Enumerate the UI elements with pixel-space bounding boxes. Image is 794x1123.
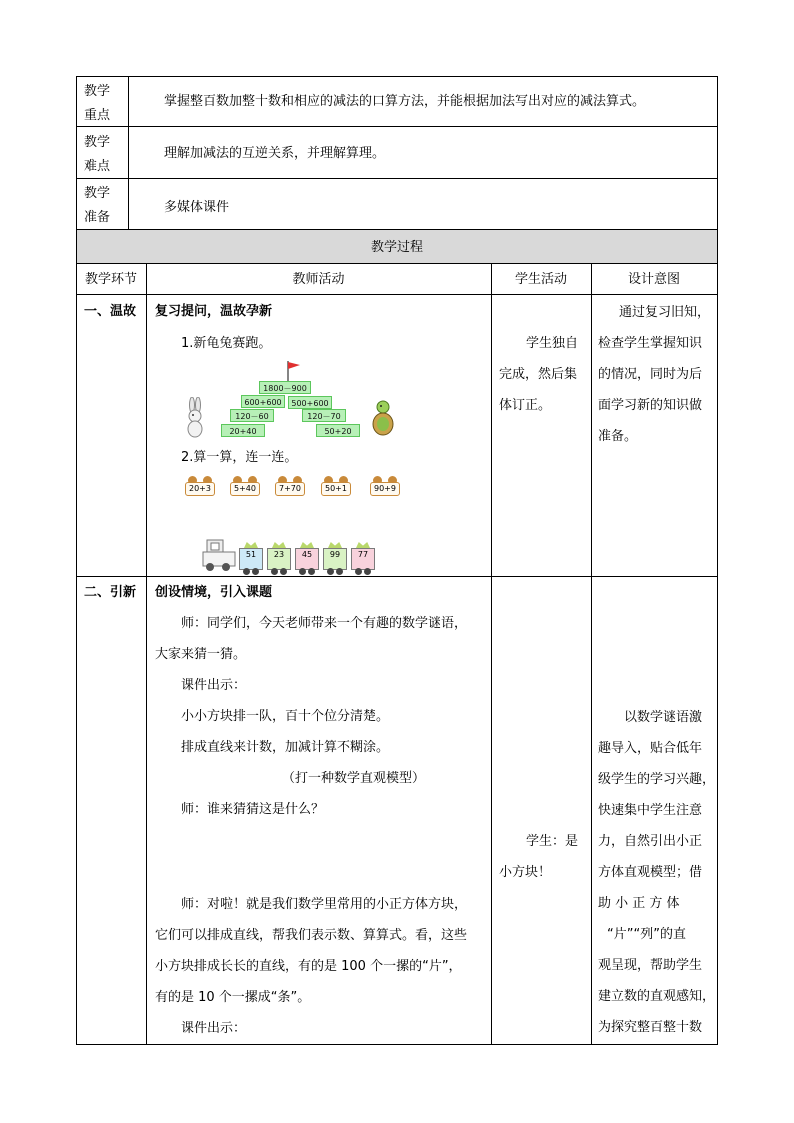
col-header-stage: 教学环节 — [84, 272, 137, 287]
train-car: 99 — [323, 548, 347, 570]
pyramid-brick: 120－60 — [230, 409, 274, 422]
pyramid-brick: 600+600 — [241, 395, 285, 408]
row-content-preparation: 多媒体课件 — [164, 200, 230, 215]
train-car: 51 — [239, 548, 263, 570]
train-car: 77 — [351, 548, 375, 570]
pyramid-brick: 500+600 — [288, 396, 332, 409]
process-title: 教学过程 — [370, 240, 423, 255]
section1-item2: 2.算一算，连一连。 — [181, 450, 298, 465]
section1-item1: 1.新龟兔赛跑。 — [181, 336, 272, 351]
row-label-focus: 教学 重点 — [84, 84, 111, 123]
train-illustration — [201, 538, 386, 572]
train-car: 23 — [267, 548, 291, 570]
flag-icon — [286, 361, 302, 381]
train-car: 45 — [295, 548, 319, 570]
bear-card: 5+40 — [230, 476, 260, 498]
row-label-preparation: 教学 准备 — [84, 186, 111, 225]
section1-heading: 复习提问，温故孕新 — [155, 304, 273, 319]
row-content-difficulty: 理解加减法的互逆关系，并理解算理。 — [164, 146, 386, 161]
pyramid-brick: 20+40 — [221, 424, 265, 437]
col-header-intent: 设计意图 — [627, 272, 680, 287]
stage-review: 一、温故 — [84, 304, 137, 319]
pyramid-brick: 1800－900 — [259, 381, 311, 394]
bear-card: 90+9 — [370, 476, 400, 498]
turtle-icon — [370, 400, 396, 438]
stage-new: 二、引新 — [84, 585, 137, 600]
row-label-difficulty: 教学 难点 — [84, 135, 111, 174]
section2-heading: 创设情境，引入课题 — [155, 585, 273, 600]
pyramid-brick: 120－70 — [302, 409, 346, 422]
bear-card: 20+3 — [185, 476, 215, 498]
bear-card: 7+70 — [275, 476, 305, 498]
rabbit-icon — [183, 397, 209, 439]
col-header-student: 学生活动 — [514, 272, 567, 287]
pyramid-brick: 50+20 — [316, 424, 360, 437]
bear-card: 50+1 — [321, 476, 351, 498]
row-content-focus: 掌握整百数加整十数和相应的减法的口算方法，并能根据加法写出对应的减法算式。 — [164, 94, 646, 109]
locomotive-icon — [201, 538, 237, 572]
col-header-teacher: 教师活动 — [292, 272, 345, 287]
